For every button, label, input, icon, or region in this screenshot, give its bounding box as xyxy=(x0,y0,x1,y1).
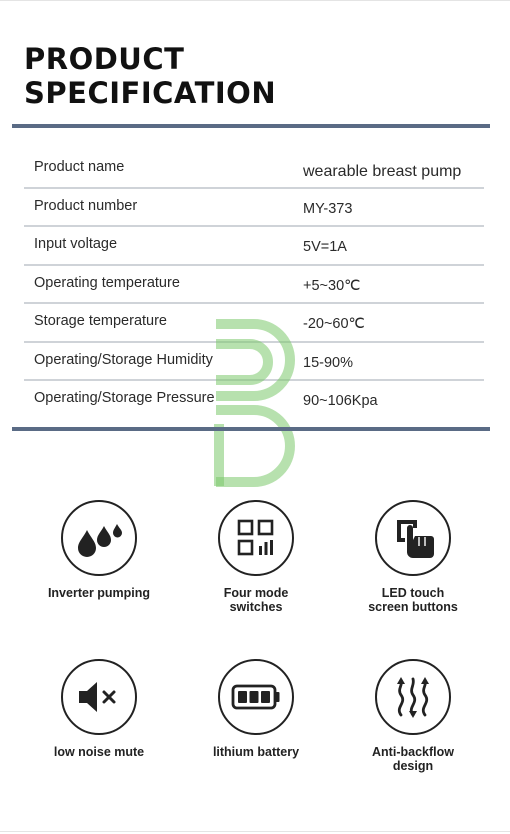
spec-label: Operating temperature xyxy=(34,274,180,291)
wavy-arrows-icon xyxy=(391,675,435,719)
caption-line-1: lithium battery xyxy=(212,745,300,759)
water-drops-icon xyxy=(75,518,123,558)
feature-caption xyxy=(186,586,326,614)
feature-led-touch xyxy=(343,500,483,614)
spec-label: Storage temperature xyxy=(34,313,167,329)
watermark-logo xyxy=(214,314,304,490)
feature-caption xyxy=(343,745,483,773)
caption-line-1: Inverter pumping xyxy=(47,586,151,600)
caption-line-2: screen buttons xyxy=(368,600,458,614)
spec-value: MY-373 xyxy=(303,200,353,217)
caption-line-1: Anti-backflow xyxy=(372,745,454,759)
feature-circle xyxy=(375,500,451,576)
battery-icon xyxy=(231,684,281,710)
caption-line-1: LED touch xyxy=(381,586,445,600)
spec-value: wearable breast pump xyxy=(303,163,462,180)
speaker-mute-icon xyxy=(77,679,121,715)
feature-caption xyxy=(343,586,483,614)
spec-value: -20~60℃ xyxy=(303,316,365,332)
caption-line-1: Four mode xyxy=(223,586,289,600)
caption-line-1: low noise mute xyxy=(53,745,145,759)
feature-circle xyxy=(61,659,137,735)
feature-circle xyxy=(218,659,294,735)
feature-circle xyxy=(375,659,451,735)
title-line-2: SPECIFICATION xyxy=(24,76,277,110)
spec-value: 5V=1A xyxy=(303,239,347,255)
feature-inverter-pumping xyxy=(29,500,169,600)
four-mode-grid-icon xyxy=(236,518,276,558)
feature-four-mode xyxy=(186,500,326,614)
feature-caption xyxy=(186,745,326,759)
title-line-1: PRODUCT xyxy=(24,42,185,76)
spec-value: +5~30℃ xyxy=(303,277,361,294)
touch-hand-icon xyxy=(391,516,435,560)
spec-label: Operating/Storage Humidity xyxy=(34,351,213,368)
feature-circle xyxy=(61,500,137,576)
spec-label: Operating/Storage Pressure xyxy=(34,390,215,406)
feature-caption xyxy=(29,745,169,759)
feature-lithium-battery xyxy=(186,659,326,759)
spec-row-product-name xyxy=(24,150,484,189)
feature-anti-backflow xyxy=(343,659,483,773)
bottom-accent-bar xyxy=(12,427,490,431)
top-divider xyxy=(0,0,510,1)
spec-row-input-voltage xyxy=(24,227,484,266)
spec-label: Product name xyxy=(34,159,125,175)
feature-circle xyxy=(218,500,294,576)
caption-line-2: design xyxy=(392,759,434,773)
spec-label: Input voltage xyxy=(34,236,118,252)
bottom-divider xyxy=(0,831,510,832)
feature-low-noise xyxy=(29,659,169,759)
feature-caption xyxy=(29,586,169,600)
spec-row-operating-temperature xyxy=(24,266,484,305)
spec-value: 90~106Kpa xyxy=(303,393,378,409)
top-accent-bar xyxy=(12,124,490,128)
spec-row-product-number xyxy=(24,189,484,228)
page-title xyxy=(24,42,276,110)
spec-value: 15-90% xyxy=(303,354,353,371)
spec-label: Product number xyxy=(34,197,138,214)
caption-line-2: switches xyxy=(229,600,283,614)
